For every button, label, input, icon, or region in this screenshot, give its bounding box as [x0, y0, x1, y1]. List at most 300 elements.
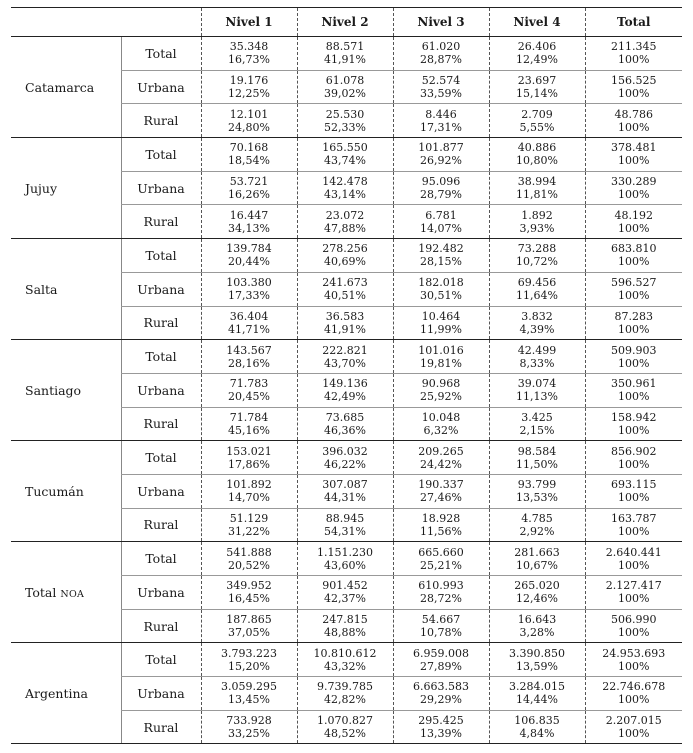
- value-cell: [297, 37, 393, 71]
- province-name: Total: [25, 584, 57, 600]
- count-value: 3.832: [521, 309, 553, 323]
- count-value: 36.404: [229, 309, 269, 323]
- count-value: 38.994: [517, 175, 557, 189]
- value-cell: [393, 171, 489, 205]
- value-cell: [201, 441, 297, 475]
- percent-value: 11,81%: [516, 188, 558, 202]
- count-value: 95.096: [421, 175, 461, 189]
- area-label: Urbana: [121, 373, 201, 407]
- percent-value: 100%: [618, 491, 650, 505]
- value-cell: [585, 474, 682, 508]
- percent-value: 100%: [618, 423, 650, 437]
- value-cell: [297, 340, 393, 374]
- count-value: 54.667: [421, 613, 461, 627]
- value-cell: [201, 37, 297, 71]
- value-cell: [489, 609, 585, 643]
- count-value: 18.928: [421, 511, 461, 525]
- value-cell: [393, 609, 489, 643]
- province-name-suffix: NOA: [60, 588, 85, 600]
- value-cell: [297, 677, 393, 711]
- percent-value: 100%: [618, 87, 650, 101]
- percent-value: 24,42%: [420, 457, 462, 471]
- count-value: 73.288: [517, 242, 557, 256]
- count-value: 901.452: [322, 579, 368, 593]
- percent-value: 27,89%: [420, 659, 462, 673]
- province-name: Santiago: [25, 382, 82, 398]
- value-cell: [201, 643, 297, 677]
- percent-value: 16,45%: [228, 592, 270, 606]
- value-cell: [201, 138, 297, 172]
- count-value: 241.673: [322, 276, 368, 290]
- count-value: 211.345: [611, 40, 657, 54]
- table-body: [11, 37, 682, 744]
- province-name: Argentina: [25, 685, 88, 701]
- count-value: 23.697: [517, 74, 557, 88]
- percent-value: 11,99%: [420, 322, 462, 336]
- count-value: 69.456: [517, 276, 557, 290]
- percent-value: 45,16%: [228, 423, 270, 437]
- percent-value: 43,32%: [324, 659, 366, 673]
- percent-value: 100%: [618, 626, 650, 640]
- percent-value: 14,07%: [420, 221, 462, 235]
- value-cell: [393, 306, 489, 340]
- percent-value: 100%: [618, 255, 650, 269]
- value-cell: [585, 576, 682, 610]
- count-value: 23.072: [325, 208, 365, 222]
- count-value: 596.527: [611, 276, 657, 290]
- percent-value: 28,72%: [420, 592, 462, 606]
- value-cell: [297, 239, 393, 273]
- percent-value: 48,52%: [324, 727, 366, 741]
- percent-value: 33,25%: [228, 727, 270, 741]
- table-row: [11, 441, 682, 475]
- count-value: 48.786: [614, 107, 653, 121]
- percent-value: 47,88%: [324, 221, 366, 235]
- province-label: [11, 37, 121, 138]
- percent-value: 10,78%: [420, 626, 462, 640]
- value-cell: [489, 508, 585, 542]
- value-cell: [297, 643, 393, 677]
- table-row: [11, 138, 682, 172]
- percent-value: 19,81%: [420, 356, 462, 370]
- value-cell: [393, 441, 489, 475]
- count-value: 3.425: [521, 410, 553, 424]
- data-table: [11, 7, 682, 744]
- percent-value: 34,13%: [228, 221, 270, 235]
- percent-value: 28,79%: [420, 188, 462, 202]
- percent-value: 46,36%: [324, 423, 366, 437]
- value-cell: [585, 441, 682, 475]
- value-cell: [297, 542, 393, 576]
- percent-value: 100%: [618, 558, 650, 572]
- percent-value: 100%: [618, 322, 650, 336]
- percent-value: 100%: [618, 693, 650, 707]
- percent-value: 39,02%: [324, 87, 366, 101]
- count-value: 3.793.223: [221, 646, 277, 660]
- percent-value: 100%: [618, 727, 650, 741]
- count-value: 6.959.008: [413, 646, 469, 660]
- count-value: 541.888: [226, 545, 272, 559]
- value-cell: [297, 70, 393, 104]
- count-value: 509.903: [611, 343, 657, 357]
- value-cell: [393, 272, 489, 306]
- value-cell: [489, 272, 585, 306]
- percent-value: 40,69%: [324, 255, 366, 269]
- province-label: [11, 340, 121, 441]
- value-cell: [201, 171, 297, 205]
- province-label: [11, 441, 121, 542]
- value-cell: [297, 373, 393, 407]
- table-header: [11, 8, 682, 37]
- value-cell: [585, 407, 682, 441]
- count-value: 26.406: [517, 40, 557, 54]
- value-cell: [489, 643, 585, 677]
- area-label: Rural: [121, 205, 201, 239]
- percent-value: 8,33%: [519, 356, 555, 370]
- percent-value: 10,80%: [516, 154, 558, 168]
- percent-value: 31,22%: [228, 524, 270, 538]
- percent-value: 33,59%: [420, 87, 462, 101]
- value-cell: [297, 576, 393, 610]
- value-cell: [585, 70, 682, 104]
- value-cell: [489, 138, 585, 172]
- count-value: 24.953.693: [602, 646, 666, 660]
- percent-value: 100%: [618, 390, 650, 404]
- count-value: 187.865: [226, 613, 272, 627]
- province-label: [11, 643, 121, 744]
- percent-value: 11,56%: [420, 524, 462, 538]
- percent-value: 100%: [618, 154, 650, 168]
- count-value: 190.337: [418, 478, 464, 492]
- count-value: 2.207.015: [605, 714, 662, 728]
- count-value: 9.739.785: [317, 680, 373, 694]
- percent-value: 20,52%: [228, 558, 270, 572]
- percent-value: 4,84%: [519, 727, 555, 741]
- value-cell: [393, 70, 489, 104]
- count-value: 90.968: [421, 377, 461, 391]
- value-cell: [393, 37, 489, 71]
- area-label: Rural: [121, 407, 201, 441]
- percent-value: 27,46%: [420, 491, 462, 505]
- area-label: Rural: [121, 710, 201, 744]
- count-value: 10.810.612: [313, 646, 377, 660]
- count-value: 209.265: [418, 444, 464, 458]
- percent-value: 15,20%: [228, 659, 270, 673]
- count-value: 8.446: [425, 107, 457, 121]
- percent-value: 100%: [618, 221, 650, 235]
- count-value: 247.815: [322, 613, 368, 627]
- count-value: 10.048: [421, 410, 461, 424]
- count-value: 506.990: [611, 613, 657, 627]
- value-cell: [393, 340, 489, 374]
- value-cell: [585, 272, 682, 306]
- count-value: 4.785: [521, 511, 553, 525]
- value-cell: [393, 677, 489, 711]
- percent-value: 2,15%: [519, 423, 555, 437]
- percent-value: 44,31%: [324, 491, 366, 505]
- count-value: 48.192: [614, 208, 653, 222]
- value-cell: [489, 407, 585, 441]
- count-value: 683.810: [611, 242, 657, 256]
- province-label: [11, 138, 121, 239]
- count-value: 6.663.583: [413, 680, 469, 694]
- value-cell: [489, 542, 585, 576]
- count-value: 73.685: [325, 410, 365, 424]
- value-cell: [585, 373, 682, 407]
- value-cell: [297, 508, 393, 542]
- count-value: 53.721: [229, 175, 269, 189]
- value-cell: [393, 138, 489, 172]
- percent-value: 25,92%: [420, 390, 462, 404]
- value-cell: [201, 677, 297, 711]
- percent-value: 13,59%: [516, 659, 558, 673]
- percent-value: 100%: [618, 524, 650, 538]
- value-cell: [585, 138, 682, 172]
- value-cell: [393, 508, 489, 542]
- area-label: Rural: [121, 306, 201, 340]
- count-value: 101.016: [418, 343, 464, 357]
- value-cell: [297, 710, 393, 744]
- percent-value: 43,60%: [324, 558, 366, 572]
- value-cell: [489, 70, 585, 104]
- count-value: 182.018: [418, 276, 464, 290]
- count-value: 42.499: [517, 343, 557, 357]
- value-cell: [393, 576, 489, 610]
- percent-value: 100%: [618, 188, 650, 202]
- percent-value: 20,45%: [228, 390, 270, 404]
- value-cell: [585, 643, 682, 677]
- percent-value: 52,33%: [324, 120, 366, 134]
- value-cell: [585, 677, 682, 711]
- percent-value: 43,14%: [324, 188, 366, 202]
- count-value: 158.942: [611, 410, 657, 424]
- percent-value: 12,25%: [228, 87, 270, 101]
- percent-value: 42,82%: [324, 693, 366, 707]
- count-value: 295.425: [418, 714, 464, 728]
- count-value: 71.783: [229, 377, 269, 391]
- value-cell: [297, 205, 393, 239]
- area-label: Urbana: [121, 474, 201, 508]
- percent-value: 54,31%: [324, 524, 366, 538]
- percent-value: 48,88%: [324, 626, 366, 640]
- area-label: Urbana: [121, 272, 201, 306]
- area-label: Total: [121, 542, 201, 576]
- value-cell: [297, 272, 393, 306]
- value-cell: [585, 609, 682, 643]
- value-cell: [201, 70, 297, 104]
- value-cell: [297, 441, 393, 475]
- value-cell: [201, 205, 297, 239]
- count-value: 16.447: [229, 208, 269, 222]
- percent-value: 14,44%: [516, 693, 558, 707]
- count-value: 10.464: [421, 309, 461, 323]
- area-label: Total: [121, 138, 201, 172]
- percent-value: 41,71%: [228, 322, 270, 336]
- value-cell: [201, 272, 297, 306]
- percent-value: 42,49%: [324, 390, 366, 404]
- count-value: 330.289: [611, 175, 657, 189]
- area-label: Urbana: [121, 171, 201, 205]
- percent-value: 11,13%: [516, 390, 558, 404]
- value-cell: [585, 205, 682, 239]
- count-value: 149.136: [322, 377, 368, 391]
- value-cell: [585, 104, 682, 138]
- value-cell: [393, 373, 489, 407]
- count-value: 143.567: [226, 343, 272, 357]
- percent-value: 13,53%: [516, 491, 558, 505]
- province-name: Jujuy: [25, 180, 58, 196]
- percent-value: 6,32%: [423, 423, 459, 437]
- percent-value: 10,72%: [516, 255, 558, 269]
- percent-value: 20,44%: [228, 255, 270, 269]
- percent-value: 12,46%: [516, 592, 558, 606]
- count-value: 52.574: [421, 74, 461, 88]
- percent-value: 15,14%: [516, 87, 558, 101]
- value-cell: [489, 239, 585, 273]
- count-value: 87.283: [614, 309, 653, 323]
- header-nivel-1: Nivel 1: [201, 8, 297, 37]
- count-value: 12.101: [229, 107, 269, 121]
- count-value: 610.993: [418, 579, 464, 593]
- count-value: 93.799: [517, 478, 557, 492]
- area-label: Total: [121, 643, 201, 677]
- count-value: 2.640.441: [605, 545, 662, 559]
- count-value: 39.074: [517, 377, 557, 391]
- count-value: 139.784: [226, 242, 272, 256]
- count-value: 396.032: [322, 444, 368, 458]
- header-row: [11, 8, 682, 37]
- percent-value: 28,87%: [420, 53, 462, 67]
- count-value: 142.478: [322, 175, 368, 189]
- header-area-corner: [121, 8, 201, 37]
- count-value: 281.663: [514, 545, 560, 559]
- count-value: 88.571: [325, 40, 365, 54]
- value-cell: [393, 710, 489, 744]
- percent-value: 46,22%: [324, 457, 366, 471]
- percent-value: 100%: [618, 289, 650, 303]
- area-label: Urbana: [121, 677, 201, 711]
- header-corner: [11, 8, 121, 37]
- count-value: 1.070.827: [317, 714, 373, 728]
- header-nivel-4: Nivel 4: [489, 8, 585, 37]
- count-value: 278.256: [322, 242, 368, 256]
- count-value: 36.583: [325, 309, 365, 323]
- value-cell: [201, 542, 297, 576]
- percent-value: 37,05%: [228, 626, 270, 640]
- value-cell: [489, 171, 585, 205]
- value-cell: [297, 171, 393, 205]
- province-label: [11, 239, 121, 340]
- value-cell: [489, 340, 585, 374]
- count-value: 98.584: [517, 444, 557, 458]
- count-value: 35.348: [229, 40, 269, 54]
- count-value: 22.746.678: [602, 680, 666, 694]
- area-label: Urbana: [121, 70, 201, 104]
- table-row: [11, 340, 682, 374]
- value-cell: [393, 407, 489, 441]
- value-cell: [585, 340, 682, 374]
- area-label: Urbana: [121, 576, 201, 610]
- percent-value: 41,91%: [324, 53, 366, 67]
- percent-value: 100%: [618, 120, 650, 134]
- percent-value: 25,21%: [420, 558, 462, 572]
- count-value: 61.078: [325, 74, 365, 88]
- province-name: Salta: [25, 281, 58, 297]
- value-cell: [201, 407, 297, 441]
- count-value: 106.835: [514, 714, 560, 728]
- count-value: 101.892: [226, 478, 272, 492]
- area-label: Total: [121, 441, 201, 475]
- percent-value: 11,64%: [516, 289, 558, 303]
- percent-value: 12,49%: [516, 53, 558, 67]
- value-cell: [393, 474, 489, 508]
- percent-value: 28,16%: [228, 356, 270, 370]
- value-cell: [585, 239, 682, 273]
- count-value: 88.945: [325, 511, 365, 525]
- value-cell: [201, 239, 297, 273]
- count-value: 349.952: [226, 579, 272, 593]
- value-cell: [585, 508, 682, 542]
- province-name: Tucumán: [25, 483, 84, 499]
- percent-value: 5,55%: [519, 120, 555, 134]
- count-value: 693.115: [611, 478, 657, 492]
- count-value: 3.390.850: [509, 646, 565, 660]
- percent-value: 17,33%: [228, 289, 270, 303]
- value-cell: [585, 710, 682, 744]
- percent-value: 43,70%: [324, 356, 366, 370]
- area-label: Total: [121, 340, 201, 374]
- area-label: Total: [121, 239, 201, 273]
- percent-value: 100%: [618, 53, 650, 67]
- table-row: [11, 37, 682, 71]
- value-cell: [297, 609, 393, 643]
- header-nivel-2: Nivel 2: [297, 8, 393, 37]
- table-row: [11, 239, 682, 273]
- value-cell: [201, 508, 297, 542]
- percent-value: 11,50%: [516, 457, 558, 471]
- value-cell: [393, 104, 489, 138]
- percent-value: 100%: [618, 356, 650, 370]
- count-value: 61.020: [421, 40, 461, 54]
- percent-value: 13,45%: [228, 693, 270, 707]
- value-cell: [489, 104, 585, 138]
- count-value: 350.961: [611, 377, 657, 391]
- count-value: 222.821: [322, 343, 368, 357]
- value-cell: [297, 104, 393, 138]
- percent-value: 3,93%: [519, 221, 555, 235]
- percent-value: 100%: [618, 659, 650, 673]
- count-value: 156.525: [611, 74, 657, 88]
- percent-value: 2,92%: [519, 524, 555, 538]
- value-cell: [201, 474, 297, 508]
- value-cell: [585, 306, 682, 340]
- percent-value: 29,29%: [420, 693, 462, 707]
- value-cell: [585, 542, 682, 576]
- count-value: 19.176: [229, 74, 269, 88]
- percent-value: 17,31%: [420, 120, 462, 134]
- header-nivel-3: Nivel 3: [393, 8, 489, 37]
- percent-value: 3,28%: [519, 626, 555, 640]
- percent-value: 13,39%: [420, 727, 462, 741]
- count-value: 665.660: [418, 545, 464, 559]
- count-value: 378.481: [611, 141, 657, 155]
- percent-value: 28,15%: [420, 255, 462, 269]
- percent-value: 30,51%: [420, 289, 462, 303]
- percent-value: 4,39%: [519, 322, 555, 336]
- count-value: 2.127.417: [605, 579, 662, 593]
- table-row: [11, 542, 682, 576]
- value-cell: [585, 171, 682, 205]
